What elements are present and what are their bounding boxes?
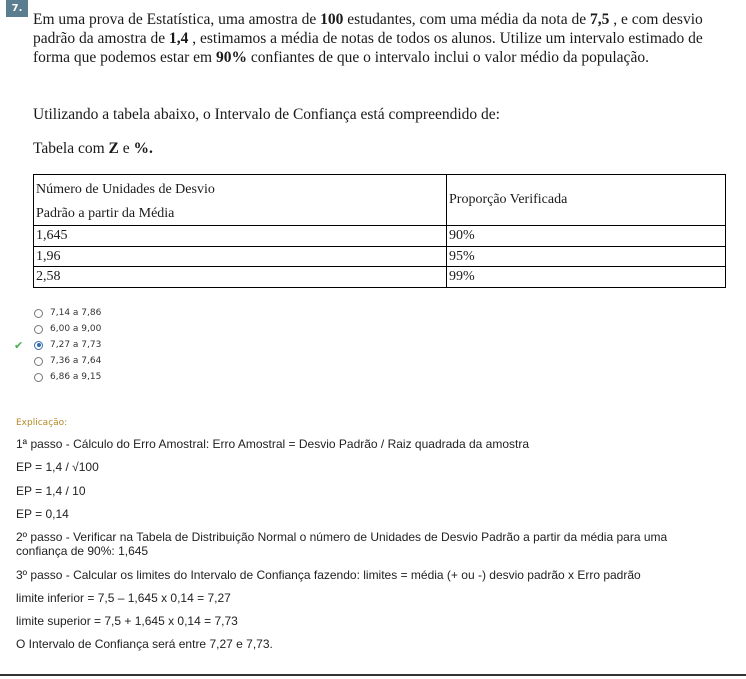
confidence-value: 90% xyxy=(215,49,247,66)
caption-pct: %. xyxy=(133,140,153,157)
header-col2: Proporção Verificada xyxy=(447,175,726,226)
answer-options xyxy=(14,305,101,385)
radio-button[interactable] xyxy=(34,309,43,318)
statement-text: Em uma prova de Estatística, uma amostra de xyxy=(33,11,321,28)
table-row xyxy=(34,246,726,267)
question-number-badge: 7. xyxy=(6,0,28,17)
caption-text: e xyxy=(118,140,134,157)
radio-button[interactable] xyxy=(34,373,43,382)
correct-check-icon: ✔ xyxy=(14,338,24,352)
explanation-line: EP = 1,4 / 10 xyxy=(16,484,86,498)
radio-button[interactable] xyxy=(34,357,43,366)
table-cell-pct: 99% xyxy=(447,267,726,288)
table-cell-z: 1,645 xyxy=(34,226,447,247)
table-cell-z: 2,58 xyxy=(34,267,447,288)
answer-option-correct[interactable] xyxy=(14,337,101,353)
statement-text: , e com desvio padrão da amostra de xyxy=(33,11,703,47)
sample-size-value: 100 xyxy=(320,11,344,28)
answer-option[interactable] xyxy=(14,305,101,321)
option-label[interactable]: 7,36 a 7,64 xyxy=(50,356,102,366)
radio-button-selected[interactable] xyxy=(34,341,43,350)
statement-text: , estimamos a média de notas de todos os alunos. Utilize um intervalo estimado de forma que podemos estar em xyxy=(33,30,703,66)
explanation-line: limite superior = 7,5 + 1,645 x 0,14 = 7,73 xyxy=(16,614,238,628)
caption-z: Z xyxy=(108,140,119,157)
table-header-cell xyxy=(34,175,447,226)
explanation-line: limite inferior = 7,5 – 1,645 x 0,14 = 7,27 xyxy=(16,591,231,605)
explanation-line: O Intervalo de Confiança será entre 7,27 e 7,73. xyxy=(16,637,273,651)
table-row xyxy=(34,226,726,247)
table-cell-pct: 90% xyxy=(447,226,726,247)
std-dev-value: 1,4 xyxy=(169,30,189,47)
radio-button[interactable] xyxy=(34,325,43,334)
answer-option[interactable] xyxy=(14,369,101,385)
statement-text: estudantes, com uma média da nota de xyxy=(343,11,590,28)
explanation-line: EP = 1,4 / √100 xyxy=(16,460,99,474)
mean-value: 7,5 xyxy=(589,11,610,28)
option-label[interactable]: 7,14 a 7,86 xyxy=(50,308,102,318)
caption-text: Tabela com xyxy=(33,140,109,157)
table-header-row xyxy=(34,175,726,226)
table-cell-z: 1,96 xyxy=(34,246,447,267)
bottom-divider xyxy=(0,674,746,676)
table-cell-pct: 95% xyxy=(447,246,726,267)
question-instruction: Utilizando a tabela abaixo, o Intervalo de Confiança está compreendido de: xyxy=(33,106,500,123)
header-col1-line1: Número de Unidades de Desvio xyxy=(36,182,215,198)
explanation-line: 2º passo - Verificar na Tabela de Distribuição Normal o número de Unidades de Desvio Padrão a partir da média para uma confiança de 90%: 1,645 xyxy=(16,530,668,558)
option-label[interactable]: 6,00 a 9,00 xyxy=(50,324,102,334)
table-caption xyxy=(33,140,153,158)
explanation-line: EP = 0,14 xyxy=(16,507,69,521)
statement-text: confiantes de que o intervalo inclui o valor médio da população. xyxy=(246,49,649,66)
option-label[interactable]: 7,27 a 7,73 xyxy=(50,340,102,350)
explanation-line: 1ª passo - Cálculo do Erro Amostral: Erro Amostral = Desvio Padrão / Raiz quadrada da amostra xyxy=(16,437,530,451)
z-table xyxy=(33,174,726,288)
option-label[interactable]: 6,86 a 9,15 xyxy=(50,372,102,382)
table-row xyxy=(34,267,726,288)
header-col1-line2: Padrão a partir da Média xyxy=(36,206,175,222)
answer-option[interactable] xyxy=(14,321,101,337)
answer-option[interactable] xyxy=(14,353,101,369)
explanation-line: 3º passo - Calcular os limites do Intervalo de Confiança fazendo: limites = média (+ ou -) desvio padrão x Erro padrão xyxy=(16,568,641,582)
explanation-title: Explicação: xyxy=(16,418,68,428)
question-statement xyxy=(33,10,723,67)
